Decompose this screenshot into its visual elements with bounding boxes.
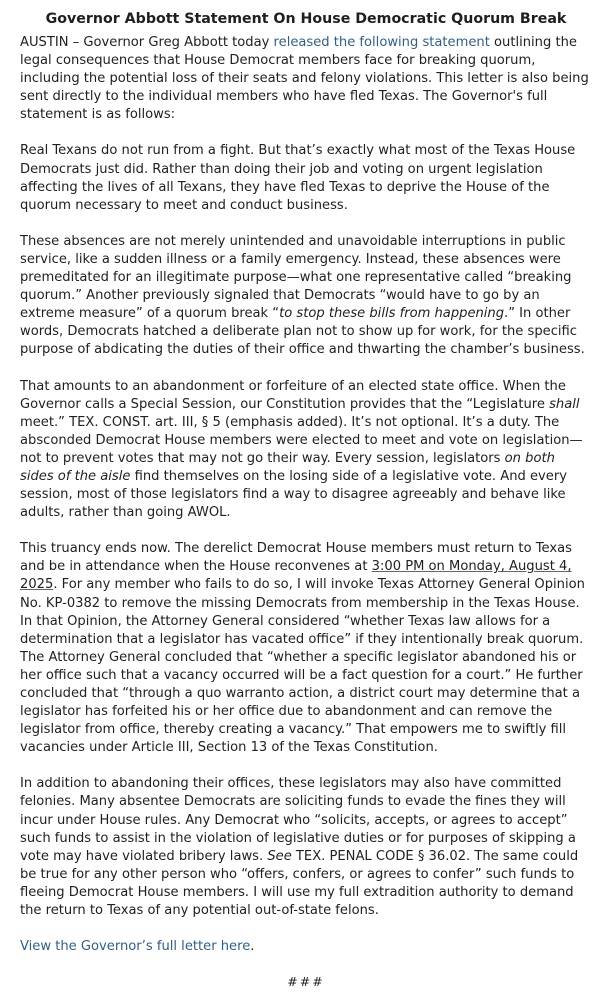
reconvene-time: 3:00 PM on Monday, August 4, 2025 <box>20 559 572 593</box>
paragraph-4-text-b: . For any member who fails to do so, I will invoke Texas Attorney General Opinion No. KP-0382 to remove the missing Democrats from membership in the Texas House. In that Opinion, the Attorney General considered “whether Texas law allows for a determination that a legislator has vacated office” if they intentionally break quorum. The Attorney General concluded that “whether a specific legislator abandoned his or her office such that a vacancy occurred will be a fact question for a court.” He further concluded that “through a quo warranto action, a district court may determine that a legislator has forfeited his or her office due to abandonment and can remove the legislator from office, thereby creating a vacancy.” That empowers me to swiftly fill vacancies under Article III, Section 13 of the Texas Constitution. <box>20 577 585 756</box>
intro-paragraph <box>20 34 592 124</box>
paragraph-3 <box>20 378 592 523</box>
full-letter-paragraph <box>20 938 592 956</box>
paragraph-5-emphasis-see: See <box>267 848 292 864</box>
paragraph-5-text-b: TEX. PENAL CODE § 36.02. The same could be true for any other person who “offers, confers, or agrees to confer” such funds to fleeing Democrat House members. I will use my full extradition authority to demand the return to Texas of any potential out-of-state felons. <box>20 848 579 919</box>
paragraph-4-text-a: This truancy ends now. The derelict Democrat House members must return to Texas and be in attendance when the House reconvenes at <box>20 541 572 575</box>
intro-text-after: outlining the legal consequences that House Democrat members face for breaking quorum, including the potential loss of their seats and felony violations. This letter is also being sent directly to the individual members who have fled Texas. The Governor's full statement is as follows: <box>20 35 589 123</box>
paragraph-3-text-a: That amounts to an abandonment or forfeiture of an elected state office. When the Governor calls a Special Session, our Constitution provides that the “Legislature <box>20 378 566 412</box>
intro-text-before: AUSTIN – Governor Greg Abbott today <box>20 35 274 50</box>
page-title: Governor Abbott Statement On House Democratic Quorum Break <box>45 11 567 27</box>
paragraph-3-text-c: find themselves on the losing side of a legislative vote. And every session, most of those legislators find a way to disagree agreeably and behave like adults, rather than going AWOL. <box>20 468 567 521</box>
full-letter-period: . <box>250 939 255 955</box>
released-statement-link[interactable]: released the following statement <box>273 35 490 50</box>
paragraph-2-text-b: .” In other words, Democrats hatched a deliberate plan not to show up for work, for the specific purpose of abdicating the duties of their office and thwarting the chamber’s business. <box>20 306 585 358</box>
end-separator: ### <box>287 974 325 990</box>
paragraph-5-text-a: In addition to abandoning their offices, these legislators may also have committed felonies. Many absentee Democrats are soliciting funds to evade the fines they will incur under House rules. Any Democrat who “solicits, accepts, or agrees to accept” such funds to assist in the violation of legislative duties or for purposes of skipping a vote may have violated bribery laws. <box>20 776 576 864</box>
paragraph-2-text-a: These absences are not merely unintended and unavoidable interruptions in public service, like a sudden illness or a family emergency. Instead, these absences were premeditated for an illegitimate purpose—what one representative called “breaking quorum.” Another previously signaled that Democrats “would have to go by an extreme measure” of a quorum break “ <box>20 233 572 322</box>
paragraph-3-emphasis-aisle: on both sides of the aisle <box>20 450 555 484</box>
paragraph-3-text-b: meet.” TEX. CONST. art. III, § 5 (emphasis added). It’s not optional. It’s a duty. The absconded Democrat House members were elected to meet and vote on legislation—not to prevent votes that may not go their way. Every session, legislators <box>20 414 583 466</box>
paragraph-2 <box>20 233 592 360</box>
paragraph-3-emphasis-shall: shall <box>549 396 580 412</box>
paragraph-2-emphasis: to stop these bills from happening <box>279 306 505 322</box>
paragraph-1: Real Texans do not run from a fight. But that’s exactly what most of the Texas House Democrats just did. Rather than doing their job and voting on urgent legislation affecting the lives of all Texans, they have fled Texas to deprive the House of the quorum necessary to meet and conduct business. <box>20 143 576 213</box>
paragraph-4 <box>20 540 592 757</box>
paragraph-5 <box>20 775 592 920</box>
full-letter-link[interactable]: View the Governor’s full letter here <box>20 939 251 955</box>
